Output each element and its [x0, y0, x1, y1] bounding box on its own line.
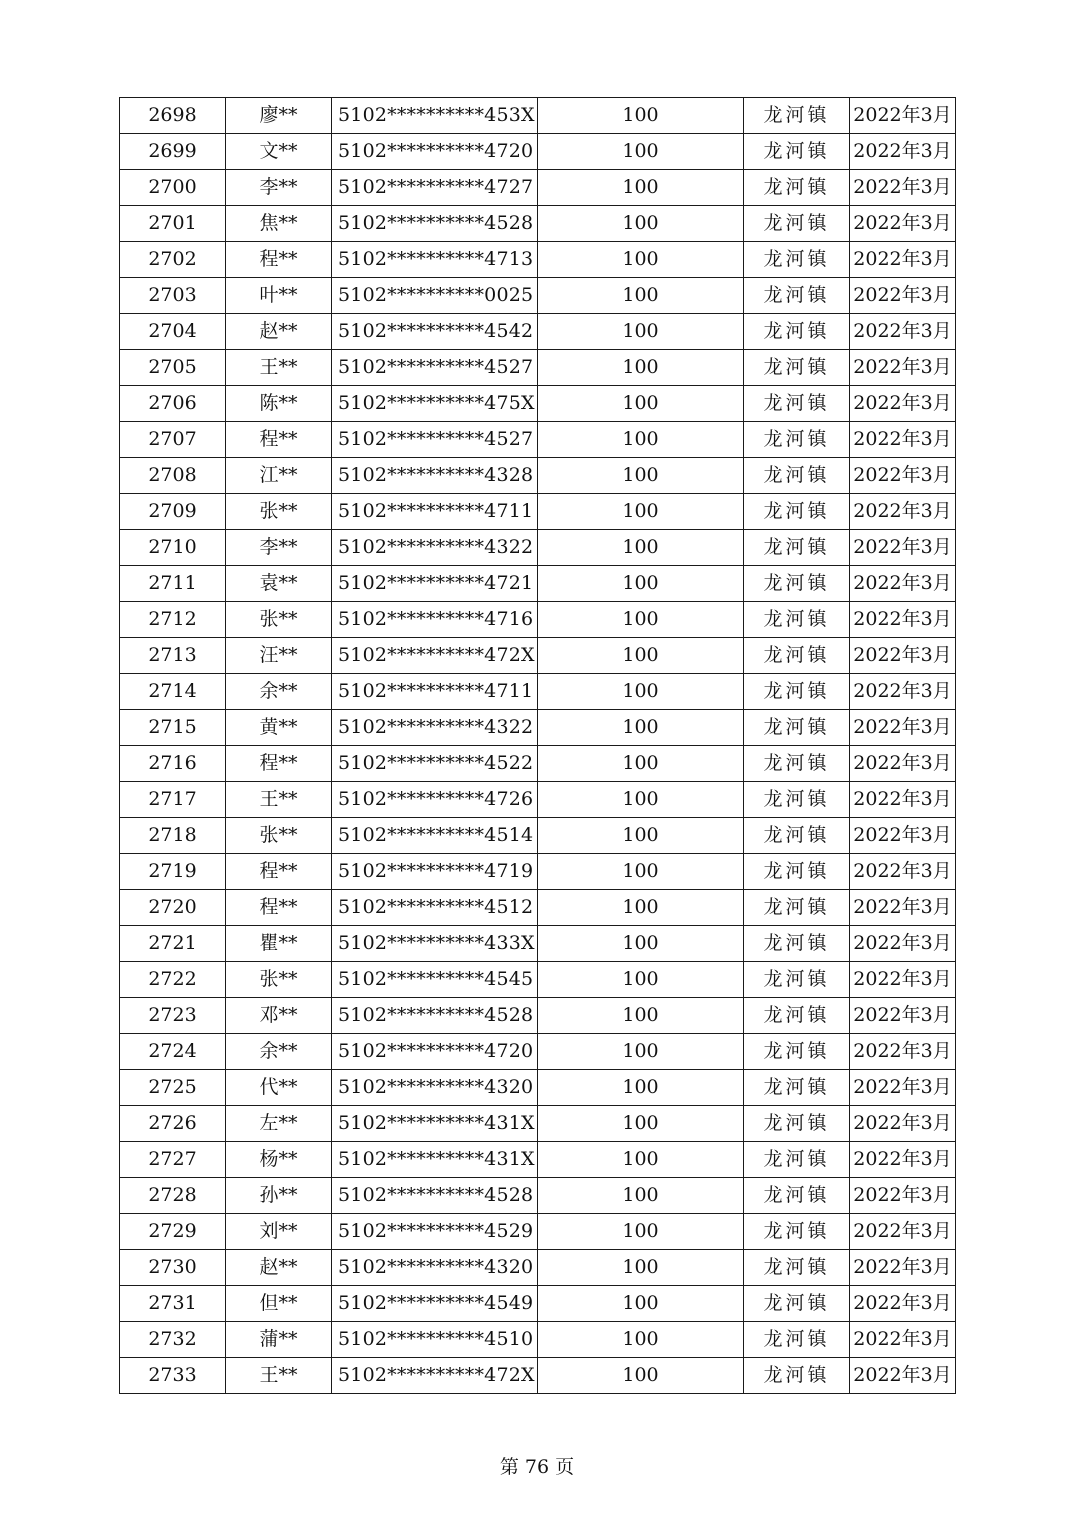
row-number-cell: 2733 [120, 1358, 226, 1394]
row-number-cell: 2730 [120, 1250, 226, 1286]
town-cell: 龙河镇 [744, 998, 850, 1034]
amount-cell: 100 [538, 746, 744, 782]
town-cell: 龙河镇 [744, 746, 850, 782]
row-number-cell: 2706 [120, 386, 226, 422]
row-number-cell: 2732 [120, 1322, 226, 1358]
amount-cell: 100 [538, 278, 744, 314]
id-number-cell: 5102**********472X [332, 1358, 538, 1394]
date-cell: 2022年3月 [850, 242, 956, 278]
name-cell: 廖** [226, 98, 332, 134]
amount-cell: 100 [538, 926, 744, 962]
row-number-cell: 2714 [120, 674, 226, 710]
id-number-cell: 5102**********472X [332, 638, 538, 674]
town-cell: 龙河镇 [744, 1250, 850, 1286]
name-cell: 左** [226, 1106, 332, 1142]
amount-cell: 100 [538, 494, 744, 530]
row-number-cell: 2731 [120, 1286, 226, 1322]
town-cell: 龙河镇 [744, 494, 850, 530]
date-cell: 2022年3月 [850, 782, 956, 818]
name-cell: 张** [226, 962, 332, 998]
town-cell: 龙河镇 [744, 674, 850, 710]
date-cell: 2022年3月 [850, 206, 956, 242]
row-number-cell: 2701 [120, 206, 226, 242]
name-cell: 张** [226, 818, 332, 854]
town-cell: 龙河镇 [744, 530, 850, 566]
table-row [120, 206, 956, 242]
table-row [120, 1070, 956, 1106]
amount-cell: 100 [538, 638, 744, 674]
name-cell: 代** [226, 1070, 332, 1106]
table-row [120, 818, 956, 854]
row-number-cell: 2709 [120, 494, 226, 530]
amount-cell: 100 [538, 962, 744, 998]
name-cell: 赵** [226, 1250, 332, 1286]
id-number-cell: 5102**********431X [332, 1106, 538, 1142]
date-cell: 2022年3月 [850, 1178, 956, 1214]
row-number-cell: 2702 [120, 242, 226, 278]
amount-cell: 100 [538, 674, 744, 710]
name-cell: 程** [226, 422, 332, 458]
row-number-cell: 2716 [120, 746, 226, 782]
id-number-cell: 5102**********4711 [332, 494, 538, 530]
name-cell: 叶** [226, 278, 332, 314]
amount-cell: 100 [538, 1106, 744, 1142]
date-cell: 2022年3月 [850, 1070, 956, 1106]
name-cell: 瞿** [226, 926, 332, 962]
table-row [120, 1106, 956, 1142]
name-cell: 但** [226, 1286, 332, 1322]
amount-cell: 100 [538, 566, 744, 602]
amount-cell: 100 [538, 998, 744, 1034]
row-number-cell: 2719 [120, 854, 226, 890]
date-cell: 2022年3月 [850, 1034, 956, 1070]
town-cell: 龙河镇 [744, 314, 850, 350]
row-number-cell: 2721 [120, 926, 226, 962]
date-cell: 2022年3月 [850, 1286, 956, 1322]
town-cell: 龙河镇 [744, 1106, 850, 1142]
town-cell: 龙河镇 [744, 134, 850, 170]
id-number-cell: 5102**********4716 [332, 602, 538, 638]
id-number-cell: 5102**********4719 [332, 854, 538, 890]
table-row [120, 98, 956, 134]
date-cell: 2022年3月 [850, 854, 956, 890]
town-cell: 龙河镇 [744, 962, 850, 998]
amount-cell: 100 [538, 314, 744, 350]
table-row [120, 134, 956, 170]
town-cell: 龙河镇 [744, 854, 850, 890]
amount-cell: 100 [538, 1142, 744, 1178]
table-row [120, 962, 956, 998]
row-number-cell: 2726 [120, 1106, 226, 1142]
date-cell: 2022年3月 [850, 890, 956, 926]
table-row [120, 710, 956, 746]
date-cell: 2022年3月 [850, 422, 956, 458]
id-number-cell: 5102**********453X [332, 98, 538, 134]
table-row [120, 746, 956, 782]
name-cell: 汪** [226, 638, 332, 674]
town-cell: 龙河镇 [744, 206, 850, 242]
row-number-cell: 2700 [120, 170, 226, 206]
amount-cell: 100 [538, 854, 744, 890]
table-row [120, 422, 956, 458]
id-number-cell: 5102**********4549 [332, 1286, 538, 1322]
table-row [120, 458, 956, 494]
table-row [120, 566, 956, 602]
table-row [120, 1250, 956, 1286]
name-cell: 赵** [226, 314, 332, 350]
amount-cell: 100 [538, 1070, 744, 1106]
amount-cell: 100 [538, 350, 744, 386]
amount-cell: 100 [538, 242, 744, 278]
row-number-cell: 2707 [120, 422, 226, 458]
id-number-cell: 5102**********4711 [332, 674, 538, 710]
amount-cell: 100 [538, 1286, 744, 1322]
town-cell: 龙河镇 [744, 1142, 850, 1178]
town-cell: 龙河镇 [744, 1322, 850, 1358]
id-number-cell: 5102**********4713 [332, 242, 538, 278]
row-number-cell: 2699 [120, 134, 226, 170]
id-number-cell: 5102**********4322 [332, 710, 538, 746]
table-row [120, 530, 956, 566]
name-cell: 杨** [226, 1142, 332, 1178]
table-row [120, 278, 956, 314]
table-body [120, 98, 956, 1394]
id-number-cell: 5102**********4512 [332, 890, 538, 926]
row-number-cell: 2698 [120, 98, 226, 134]
id-number-cell: 5102**********4720 [332, 1034, 538, 1070]
amount-cell: 100 [538, 170, 744, 206]
row-number-cell: 2717 [120, 782, 226, 818]
name-cell: 余** [226, 1034, 332, 1070]
amount-cell: 100 [538, 818, 744, 854]
amount-cell: 100 [538, 458, 744, 494]
row-number-cell: 2725 [120, 1070, 226, 1106]
id-number-cell: 5102**********4320 [332, 1250, 538, 1286]
row-number-cell: 2703 [120, 278, 226, 314]
row-number-cell: 2727 [120, 1142, 226, 1178]
id-number-cell: 5102**********4328 [332, 458, 538, 494]
table-row [120, 854, 956, 890]
amount-cell: 100 [538, 602, 744, 638]
name-cell: 邓** [226, 998, 332, 1034]
date-cell: 2022年3月 [850, 350, 956, 386]
row-number-cell: 2713 [120, 638, 226, 674]
id-number-cell: 5102**********4322 [332, 530, 538, 566]
town-cell: 龙河镇 [744, 926, 850, 962]
date-cell: 2022年3月 [850, 1106, 956, 1142]
amount-cell: 100 [538, 386, 744, 422]
table-row [120, 638, 956, 674]
name-cell: 程** [226, 242, 332, 278]
date-cell: 2022年3月 [850, 494, 956, 530]
row-number-cell: 2722 [120, 962, 226, 998]
amount-cell: 100 [538, 1322, 744, 1358]
amount-cell: 100 [538, 1214, 744, 1250]
name-cell: 王** [226, 782, 332, 818]
date-cell: 2022年3月 [850, 386, 956, 422]
name-cell: 王** [226, 1358, 332, 1394]
id-number-cell: 5102**********4527 [332, 422, 538, 458]
name-cell: 焦** [226, 206, 332, 242]
id-number-cell: 5102**********4528 [332, 998, 538, 1034]
id-number-cell: 5102**********4529 [332, 1214, 538, 1250]
name-cell: 蒲** [226, 1322, 332, 1358]
id-number-cell: 5102**********4510 [332, 1322, 538, 1358]
table-row [120, 242, 956, 278]
row-number-cell: 2720 [120, 890, 226, 926]
table-row [120, 170, 956, 206]
row-number-cell: 2724 [120, 1034, 226, 1070]
name-cell: 文** [226, 134, 332, 170]
row-number-cell: 2718 [120, 818, 226, 854]
subsidy-table [119, 97, 956, 1394]
town-cell: 龙河镇 [744, 98, 850, 134]
date-cell: 2022年3月 [850, 818, 956, 854]
id-number-cell: 5102**********4514 [332, 818, 538, 854]
row-number-cell: 2715 [120, 710, 226, 746]
id-number-cell: 5102**********431X [332, 1142, 538, 1178]
name-cell: 王** [226, 350, 332, 386]
date-cell: 2022年3月 [850, 926, 956, 962]
row-number-cell: 2711 [120, 566, 226, 602]
page-number: 第 76 页 [499, 1456, 575, 1478]
date-cell: 2022年3月 [850, 170, 956, 206]
town-cell: 龙河镇 [744, 602, 850, 638]
name-cell: 程** [226, 854, 332, 890]
date-cell: 2022年3月 [850, 98, 956, 134]
name-cell: 李** [226, 170, 332, 206]
id-number-cell: 5102**********4545 [332, 962, 538, 998]
town-cell: 龙河镇 [744, 350, 850, 386]
amount-cell: 100 [538, 710, 744, 746]
row-number-cell: 2723 [120, 998, 226, 1034]
table-row [120, 386, 956, 422]
name-cell: 刘** [226, 1214, 332, 1250]
date-cell: 2022年3月 [850, 998, 956, 1034]
town-cell: 龙河镇 [744, 422, 850, 458]
date-cell: 2022年3月 [850, 638, 956, 674]
date-cell: 2022年3月 [850, 278, 956, 314]
id-number-cell: 5102**********4528 [332, 1178, 538, 1214]
amount-cell: 100 [538, 206, 744, 242]
table-row [120, 494, 956, 530]
amount-cell: 100 [538, 1034, 744, 1070]
id-number-cell: 5102**********433X [332, 926, 538, 962]
table-row [120, 1034, 956, 1070]
town-cell: 龙河镇 [744, 1286, 850, 1322]
id-number-cell: 5102**********4527 [332, 350, 538, 386]
id-number-cell: 5102**********4721 [332, 566, 538, 602]
table-row [120, 1178, 956, 1214]
id-number-cell: 5102**********4727 [332, 170, 538, 206]
name-cell: 李** [226, 530, 332, 566]
amount-cell: 100 [538, 98, 744, 134]
town-cell: 龙河镇 [744, 1178, 850, 1214]
table-row [120, 782, 956, 818]
date-cell: 2022年3月 [850, 1322, 956, 1358]
id-number-cell: 5102**********4522 [332, 746, 538, 782]
row-number-cell: 2704 [120, 314, 226, 350]
town-cell: 龙河镇 [744, 1358, 850, 1394]
name-cell: 江** [226, 458, 332, 494]
town-cell: 龙河镇 [744, 242, 850, 278]
name-cell: 陈** [226, 386, 332, 422]
date-cell: 2022年3月 [850, 1358, 956, 1394]
table-row [120, 1214, 956, 1250]
id-number-cell: 5102**********4528 [332, 206, 538, 242]
name-cell: 张** [226, 494, 332, 530]
amount-cell: 100 [538, 134, 744, 170]
id-number-cell: 5102**********4542 [332, 314, 538, 350]
name-cell: 张** [226, 602, 332, 638]
town-cell: 龙河镇 [744, 1034, 850, 1070]
id-number-cell: 5102**********0025 [332, 278, 538, 314]
table-row [120, 1142, 956, 1178]
amount-cell: 100 [538, 1358, 744, 1394]
date-cell: 2022年3月 [850, 962, 956, 998]
row-number-cell: 2728 [120, 1178, 226, 1214]
town-cell: 龙河镇 [744, 1070, 850, 1106]
table-row [120, 1286, 956, 1322]
row-number-cell: 2712 [120, 602, 226, 638]
name-cell: 孙** [226, 1178, 332, 1214]
amount-cell: 100 [538, 782, 744, 818]
date-cell: 2022年3月 [850, 530, 956, 566]
table-row [120, 1358, 956, 1394]
town-cell: 龙河镇 [744, 782, 850, 818]
town-cell: 龙河镇 [744, 278, 850, 314]
town-cell: 龙河镇 [744, 386, 850, 422]
table-row [120, 926, 956, 962]
amount-cell: 100 [538, 1250, 744, 1286]
name-cell: 余** [226, 674, 332, 710]
date-cell: 2022年3月 [850, 1214, 956, 1250]
date-cell: 2022年3月 [850, 602, 956, 638]
row-number-cell: 2708 [120, 458, 226, 494]
date-cell: 2022年3月 [850, 746, 956, 782]
id-number-cell: 5102**********4320 [332, 1070, 538, 1106]
row-number-cell: 2710 [120, 530, 226, 566]
town-cell: 龙河镇 [744, 818, 850, 854]
date-cell: 2022年3月 [850, 134, 956, 170]
date-cell: 2022年3月 [850, 314, 956, 350]
row-number-cell: 2729 [120, 1214, 226, 1250]
name-cell: 袁** [226, 566, 332, 602]
table-row [120, 674, 956, 710]
amount-cell: 100 [538, 1178, 744, 1214]
town-cell: 龙河镇 [744, 566, 850, 602]
id-number-cell: 5102**********4720 [332, 134, 538, 170]
table-row [120, 602, 956, 638]
amount-cell: 100 [538, 530, 744, 566]
name-cell: 程** [226, 890, 332, 926]
date-cell: 2022年3月 [850, 1142, 956, 1178]
amount-cell: 100 [538, 890, 744, 926]
date-cell: 2022年3月 [850, 458, 956, 494]
name-cell: 黄** [226, 710, 332, 746]
date-cell: 2022年3月 [850, 1250, 956, 1286]
town-cell: 龙河镇 [744, 638, 850, 674]
table-row [120, 998, 956, 1034]
town-cell: 龙河镇 [744, 1214, 850, 1250]
date-cell: 2022年3月 [850, 674, 956, 710]
table-row [120, 314, 956, 350]
town-cell: 龙河镇 [744, 170, 850, 206]
row-number-cell: 2705 [120, 350, 226, 386]
town-cell: 龙河镇 [744, 458, 850, 494]
town-cell: 龙河镇 [744, 890, 850, 926]
amount-cell: 100 [538, 422, 744, 458]
town-cell: 龙河镇 [744, 710, 850, 746]
date-cell: 2022年3月 [850, 566, 956, 602]
table-row [120, 890, 956, 926]
name-cell: 程** [226, 746, 332, 782]
id-number-cell: 5102**********475X [332, 386, 538, 422]
date-cell: 2022年3月 [850, 710, 956, 746]
id-number-cell: 5102**********4726 [332, 782, 538, 818]
table-row [120, 350, 956, 386]
table-row [120, 1322, 956, 1358]
